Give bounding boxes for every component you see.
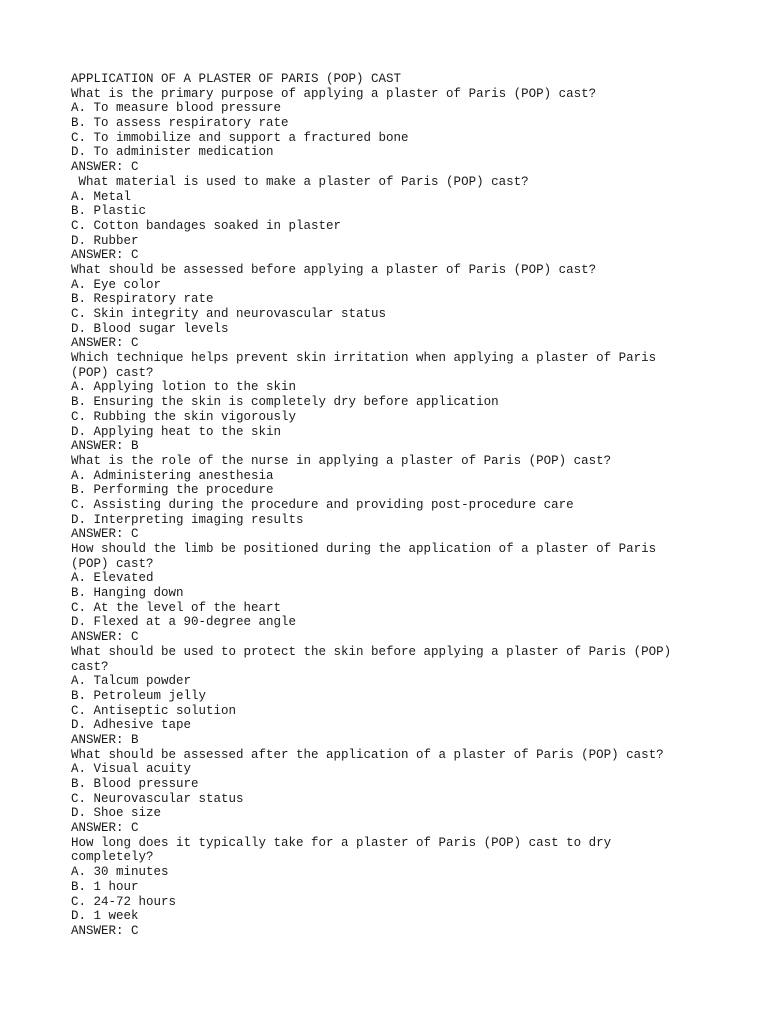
answer-option: C. Skin integrity and neurovascular status [71,307,387,321]
answer-option: D. Flexed at a 90-degree angle [71,615,297,630]
question-text: How should the limb be positioned during the application of a plaster of Paris [71,542,657,556]
question-block [71,836,691,939]
question-block [71,542,691,645]
document-title: APPLICATION OF A PLASTER OF PARIS (POP) CAST [71,72,402,86]
question-block [71,351,691,454]
question-text: What should be assessed before applying a plaster of Paris (POP) cast? [71,262,597,277]
answer-option: B. 1 hour [71,879,139,894]
question-text: How long does it typically take for a plaster of Paris (POP) cast to dry [71,835,612,850]
answer-option: B. Petroleum jelly [71,688,207,703]
answer-option: B. Respiratory rate [71,292,214,307]
answer-option: D. Blood sugar levels [71,321,229,336]
answer-option: A. Talcum powder [71,674,192,689]
answer-option: B. Blood pressure [71,777,199,791]
question-text: What should be assessed after the application of a plaster of Paris (POP) cast? [71,747,664,762]
question-text: (POP) cast? [71,556,154,571]
answer-option: D. Applying heat to the skin [71,424,282,439]
question-block [71,175,691,263]
question-block [71,263,691,351]
answer-option: D. Adhesive tape [71,718,192,733]
answer-option: C. Rubbing the skin vigorously [71,409,297,424]
answer-option: B. Performing the procedure [71,483,274,498]
question-text: cast? [71,659,109,674]
question-text: Which technique helps prevent skin irritation when applying a plaster of Paris [71,351,657,366]
answer-key: ANSWER: C [71,160,139,175]
answer-key: ANSWER: C [71,248,139,263]
answer-option: A. Metal [71,189,132,204]
question-text: What is the role of the nurse in applying a plaster of Paris (POP) cast? [71,453,612,468]
answer-option: A. Applying lotion to the skin [71,380,297,395]
answer-option: C. Assisting during the procedure and providing post-procedure care [71,497,574,512]
answer-option: B. Hanging down [71,586,184,601]
answer-key: ANSWER: B [71,732,139,747]
answer-option: D. To administer medication [71,145,274,160]
answer-option: A. Visual acuity [71,762,192,777]
question-text: What material is used to make a plaster of Paris (POP) cast? [71,174,529,189]
answer-option: A. To measure blood pressure [71,101,282,116]
answer-key: ANSWER: C [71,336,139,351]
answer-key: ANSWER: C [71,630,139,645]
answer-option: C. Neurovascular status [71,791,244,806]
question-block [71,87,691,175]
answer-option: C. To immobilize and support a fractured bone [71,130,409,145]
question-list [71,87,691,939]
question-text: completely? [71,850,154,865]
answer-option: A. Eye color [71,277,162,292]
answer-option: D. Shoe size [71,806,162,821]
answer-option: B. Ensuring the skin is completely dry before application [71,395,499,410]
answer-key: ANSWER: C [71,923,139,938]
answer-option: B. To assess respiratory rate [71,116,289,131]
question-block [71,645,691,748]
answer-option: A. Administering anesthesia [71,468,274,483]
answer-key: ANSWER: C [71,821,139,836]
answer-option: C. Cotton bandages soaked in plaster [71,218,342,233]
answer-option: D. 1 week [71,909,139,924]
answer-option: D. Interpreting imaging results [71,512,304,527]
answer-option: A. Elevated [71,571,154,586]
answer-option: C. Antiseptic solution [71,703,237,718]
answer-key: ANSWER: C [71,527,139,542]
question-block [71,454,691,542]
answer-key: ANSWER: B [71,439,139,454]
question-text: (POP) cast? [71,365,154,380]
question-text: What should be used to protect the skin before applying a plaster of Paris (POP) [71,644,672,659]
question-text: What is the primary purpose of applying a plaster of Paris (POP) cast? [71,86,597,101]
answer-option: B. Plastic [71,204,147,219]
document-body [71,72,691,939]
question-block [71,748,691,836]
answer-option: C. At the level of the heart [71,600,282,615]
answer-option: D. Rubber [71,233,139,248]
answer-option: C. 24-72 hours [71,894,177,909]
answer-option: A. 30 minutes [71,865,169,880]
